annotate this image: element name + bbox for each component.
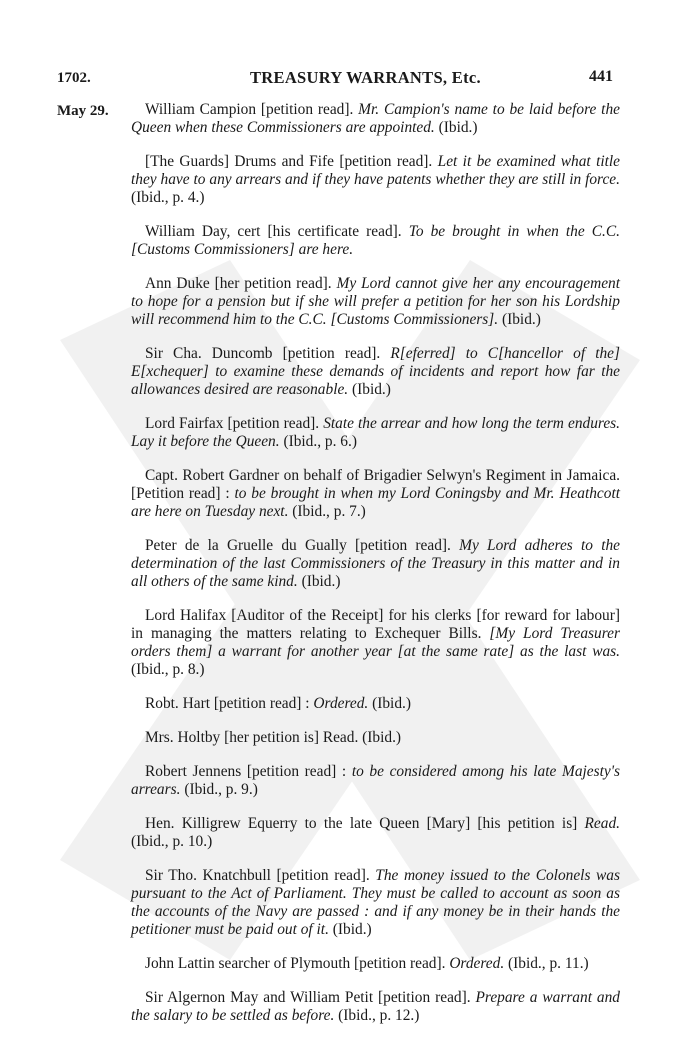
entry-reference: (Ibid.) bbox=[297, 573, 341, 590]
entry-instruction: To be brought in when the C.C. [Customs Commissioners] are here. bbox=[131, 223, 620, 258]
entry-subject: Hen. Killigrew Equerry to the late Queen [Mary] [his petition is] bbox=[145, 815, 585, 832]
entry-subject: John Lattin searcher of Plymouth [petition read]. bbox=[145, 955, 450, 972]
page-header bbox=[0, 70, 673, 100]
entry-subject: Sir Tho. Knatchbull [petition read]. bbox=[145, 867, 376, 884]
page-number: 441 bbox=[589, 68, 613, 85]
entry-reference: (Ibid.) bbox=[362, 729, 402, 746]
entry-instruction: Prepare a warrant and the salary to be settled as before. bbox=[131, 989, 620, 1024]
entry-reference: (Ibid.) bbox=[368, 695, 412, 712]
entry-instruction: to be brought in when my Lord Coningsby and Mr. Heathcott are here on Tuesday next. bbox=[131, 485, 621, 520]
running-title: TREASURY WARRANTS, Etc. bbox=[250, 68, 481, 87]
warrant-entry bbox=[131, 729, 620, 747]
warrant-entry bbox=[131, 607, 620, 679]
entry-reference: (Ibid., p. 10.) bbox=[131, 833, 213, 850]
entry-instruction: to be considered among his late Majesty's arrears. bbox=[131, 763, 620, 798]
entry-reference: (Ibid.) bbox=[498, 311, 541, 328]
entry-subject: Robert Jennens [petition read] : bbox=[145, 763, 352, 780]
entry-subject: Mrs. Holtby [her petition is] Read. bbox=[145, 729, 363, 746]
entry-subject: Sir Algernon May and William Petit [petition read]. bbox=[145, 989, 476, 1006]
entry-subject: Lord Fairfax [petition read]. bbox=[145, 415, 324, 432]
entry-reference: (Ibid.) bbox=[434, 119, 478, 136]
entry-instruction: Let it be examined what title they have to any arrears and if they have patents whether they are still in force. bbox=[131, 153, 621, 188]
entry-reference: (Ibid., p. 9.) bbox=[180, 781, 258, 798]
warrant-entry bbox=[131, 815, 620, 851]
entry-subject: William Campion [petition read]. bbox=[145, 101, 359, 118]
warrant-entry bbox=[131, 763, 620, 799]
warrant-entry bbox=[131, 415, 620, 451]
header-year: 1702. bbox=[57, 70, 91, 86]
entry-instruction: Ordered. bbox=[449, 955, 505, 972]
entry-instruction: Mr. Campion's name to be laid before the Queen when these Commissioners are appointed. bbox=[131, 101, 620, 136]
entry-instruction: [My Lord Treasurer orders them] a warrant for another year [at the same rate] as the last was. bbox=[131, 625, 620, 660]
entry-reference: (Ibid.) bbox=[348, 381, 391, 398]
warrant-entry bbox=[131, 537, 620, 591]
entry-subject: Peter de la Gruelle du Gually [petition read]. bbox=[145, 537, 460, 554]
entry-instruction: State the arrear and how long the term endures. Lay it before the Queen. bbox=[131, 415, 620, 450]
warrant-entry bbox=[131, 101, 620, 137]
warrant-entry bbox=[131, 989, 620, 1025]
entries-list bbox=[131, 101, 620, 1041]
entry-instruction: Read. bbox=[584, 815, 620, 832]
entry-subject: Sir Cha. Duncomb [petition read]. bbox=[145, 345, 391, 362]
entry-instruction: R[eferred] to C[hancellor of the] E[xchequer] to examine these demands of incidents and report how far the allowances desired are reasonable. bbox=[131, 345, 621, 398]
entry-reference: (Ibid., p. 11.) bbox=[504, 955, 589, 972]
warrant-entry bbox=[131, 153, 620, 207]
entry-reference: (Ibid., p. 12.) bbox=[334, 1007, 420, 1024]
entry-instruction: My Lord cannot give her any encouragement to hope for a pension but if she will prefer a petition for her son his Lordship will recommend him to the C.C. [Customs Commissioners]. bbox=[131, 275, 620, 328]
entry-reference: (Ibid., p. 7.) bbox=[288, 503, 366, 520]
entry-instruction: The money issued to the Colonels was pursuant to the Act of Parliament. They must be called to account as soon as the accounts of the Navy are passed : and if any money be in their hands the petitioner must be paid out of it. bbox=[131, 867, 620, 938]
entry-subject: Lord Halifax [Auditor of the Receipt] for his clerks [for reward for labour] in managing the matters relating to Exchequer Bills. bbox=[131, 607, 620, 642]
warrant-entry bbox=[131, 275, 620, 329]
entry-reference: (Ibid.) bbox=[328, 921, 372, 938]
entry-subject: William Day, cert [his certificate read]. bbox=[145, 223, 409, 240]
warrant-entry bbox=[131, 223, 620, 259]
entry-reference: (Ibid., p. 6.) bbox=[279, 433, 357, 450]
entry-subject: Ann Duke [her petition read]. bbox=[145, 275, 337, 292]
entry-subject: [The Guards] Drums and Fife [petition read]. bbox=[145, 153, 438, 170]
warrant-entry bbox=[131, 345, 620, 399]
entry-instruction: Ordered. bbox=[313, 695, 369, 712]
warrant-entry bbox=[131, 695, 620, 713]
entry-reference: (Ibid., p. 8.) bbox=[131, 661, 205, 678]
entry-subject: Robt. Hart [petition read] : bbox=[145, 695, 314, 712]
warrant-entry bbox=[131, 867, 620, 939]
warrant-entry bbox=[131, 955, 620, 973]
entry-reference: (Ibid., p. 4.) bbox=[131, 189, 205, 206]
entry-subject: Capt. Robert Gardner on behalf of Brigadier Selwyn's Regiment in Jamaica. [Petition read] : bbox=[131, 467, 620, 502]
entry-instruction: My Lord adheres to the determination of the last Commissioners of the Treasury in this matter and in all others of the same kind. bbox=[131, 537, 620, 590]
entry-date: May 29. bbox=[57, 103, 109, 119]
warrant-entry bbox=[131, 467, 620, 521]
